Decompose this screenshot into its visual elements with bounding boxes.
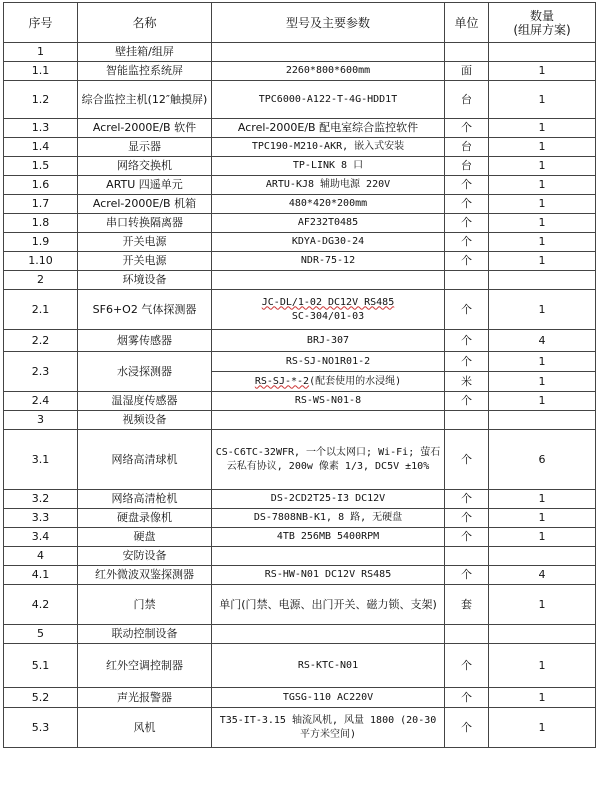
table-row (4, 708, 596, 748)
seq-cell: 4 (4, 547, 78, 566)
seq-cell: 4.1 (4, 566, 78, 585)
qty-cell: 1 (489, 81, 596, 119)
model-cell: 2260*800*600mm (212, 62, 445, 81)
unit-cell (445, 411, 489, 430)
header-row (4, 3, 596, 43)
qty-cell: 4 (489, 330, 596, 352)
unit-cell (445, 547, 489, 566)
qty-cell: 1 (489, 290, 596, 330)
table-row (4, 290, 596, 330)
unit-cell: 台 (445, 81, 489, 119)
seq-cell: 5 (4, 625, 78, 644)
qty-cell (489, 271, 596, 290)
model-cell: DS-2CD2T25-I3 DC12V (212, 490, 445, 509)
unit-cell: 个 (445, 430, 489, 490)
table-row (4, 119, 596, 138)
seq-cell: 2.2 (4, 330, 78, 352)
model-sq-text: RS-SJ-*-2 (254, 375, 310, 387)
unit-cell: 个 (445, 290, 489, 330)
seq-cell: 3.2 (4, 490, 78, 509)
unit-cell: 个 (445, 490, 489, 509)
header-name: 名称 (78, 3, 212, 43)
seq-cell: 1 (4, 43, 78, 62)
seq-cell: 3.3 (4, 509, 78, 528)
table-row (4, 392, 596, 411)
seq-cell: 1.7 (4, 195, 78, 214)
seq-cell: 2.1 (4, 290, 78, 330)
seq-cell: 1.2 (4, 81, 78, 119)
seq-cell: 3 (4, 411, 78, 430)
qty-cell: 1 (489, 509, 596, 528)
model-cell (212, 43, 445, 62)
seq-cell: 3.1 (4, 430, 78, 490)
name-cell: 红外微波双鉴探测器 (78, 566, 212, 585)
seq-cell: 1.4 (4, 138, 78, 157)
qty-cell: 1 (489, 585, 596, 625)
table-row (4, 566, 596, 585)
qty-cell: 1 (489, 708, 596, 748)
unit-cell: 个 (445, 688, 489, 708)
qty-cell: 1 (489, 688, 596, 708)
unit-cell: 个 (445, 528, 489, 547)
table-row (4, 330, 596, 352)
model-cell (212, 290, 445, 330)
model-cell: RS-SJ-NO1R01-2 (212, 352, 445, 372)
seq-cell: 3.4 (4, 528, 78, 547)
qty-cell (489, 625, 596, 644)
table-row (4, 625, 596, 644)
unit-cell: 个 (445, 119, 489, 138)
table-row (4, 62, 596, 81)
unit-cell: 个 (445, 176, 489, 195)
model-cell: Acrel-2000E/B 配电室综合监控软件 (212, 119, 445, 138)
header-qty-line2: (组屏方案) (513, 22, 571, 37)
header-qty (489, 3, 596, 43)
seq-cell: 2 (4, 271, 78, 290)
unit-cell: 面 (445, 62, 489, 81)
unit-cell: 个 (445, 352, 489, 372)
model-cell: TPC6000-A122-T-4G-HDD1T (212, 81, 445, 119)
unit-cell: 个 (445, 233, 489, 252)
model-line-1: JC-DL/1-02 DC12V RS485 (261, 296, 395, 308)
table-row (4, 585, 596, 625)
name-cell: 风机 (78, 708, 212, 748)
model-rest-text: (配套使用的水浸绳) (309, 375, 402, 387)
name-cell: 水浸探测器 (78, 352, 212, 392)
seq-cell: 1.9 (4, 233, 78, 252)
name-cell: ARTU 四遥单元 (78, 176, 212, 195)
seq-cell: 1.8 (4, 214, 78, 233)
qty-cell: 1 (489, 644, 596, 688)
table-row (4, 214, 596, 233)
qty-cell: 4 (489, 566, 596, 585)
table-row (4, 644, 596, 688)
qty-cell (489, 547, 596, 566)
model-cell: ARTU-KJ8 辅助电源 220V (212, 176, 445, 195)
name-cell: 网络高清球机 (78, 430, 212, 490)
qty-cell: 1 (489, 490, 596, 509)
name-cell: 智能监控系统屏 (78, 62, 212, 81)
header-model: 型号及主要参数 (212, 3, 445, 43)
qty-cell (489, 411, 596, 430)
table-row (4, 81, 596, 119)
name-cell: 安防设备 (78, 547, 212, 566)
name-cell: 开关电源 (78, 233, 212, 252)
qty-cell: 1 (489, 157, 596, 176)
name-cell: 壁挂箱/组屏 (78, 43, 212, 62)
model-cell: NDR-75-12 (212, 252, 445, 271)
unit-cell: 个 (445, 195, 489, 214)
seq-cell: 1.5 (4, 157, 78, 176)
header-unit: 单位 (445, 3, 489, 43)
model-cell: RS-HW-N01 DC12V RS485 (212, 566, 445, 585)
name-cell: 门禁 (78, 585, 212, 625)
table-row (4, 43, 596, 62)
model-cell: AF232T0485 (212, 214, 445, 233)
seq-cell: 5.3 (4, 708, 78, 748)
table-row (4, 138, 596, 157)
name-cell: 开关电源 (78, 252, 212, 271)
table-row (4, 252, 596, 271)
table-row (4, 490, 596, 509)
table-row (4, 547, 596, 566)
qty-cell: 1 (489, 233, 596, 252)
qty-cell: 6 (489, 430, 596, 490)
model-cell: CS-C6TC-32WFR, 一个以太网口; Wi-Fi; 萤石云私有协议, 200w 像素 1/3, DC5V ±10% (212, 430, 445, 490)
model-cell: KDYA-DG30-24 (212, 233, 445, 252)
seq-cell: 2.3 (4, 352, 78, 392)
qty-cell: 1 (489, 352, 596, 372)
model-cell: TPC190-M210-AKR, 嵌入式安装 (212, 138, 445, 157)
unit-cell: 个 (445, 566, 489, 585)
model-cell: DS-7808NB-K1, 8 路, 无硬盘 (212, 509, 445, 528)
unit-cell: 个 (445, 214, 489, 233)
model-cell: TP-LINK 8 口 (212, 157, 445, 176)
table-row (4, 157, 596, 176)
name-cell: SF6+O2 气体探测器 (78, 290, 212, 330)
seq-cell: 5.1 (4, 644, 78, 688)
seq-cell: 1.6 (4, 176, 78, 195)
model-cell (212, 547, 445, 566)
qty-cell: 1 (489, 252, 596, 271)
name-cell: Acrel-2000E/B 机箱 (78, 195, 212, 214)
qty-cell (489, 43, 596, 62)
table-row (4, 271, 596, 290)
qty-cell: 1 (489, 214, 596, 233)
model-cell: TGSG-110 AC220V (212, 688, 445, 708)
model-cell (212, 271, 445, 290)
name-cell: 网络高清枪机 (78, 490, 212, 509)
unit-cell: 个 (445, 708, 489, 748)
table-row (4, 509, 596, 528)
model-line-2: SC-304/01-03 (291, 310, 365, 322)
model-cell (212, 411, 445, 430)
qty-cell: 1 (489, 195, 596, 214)
name-cell: 温湿度传感器 (78, 392, 212, 411)
model-cell: T35-IT-3.15 轴流风机, 风量 1800 (20-30 平方米空间) (212, 708, 445, 748)
seq-cell: 4.2 (4, 585, 78, 625)
seq-cell: 2.4 (4, 392, 78, 411)
unit-cell: 个 (445, 392, 489, 411)
unit-cell (445, 625, 489, 644)
unit-cell (445, 271, 489, 290)
header-seq: 序号 (4, 3, 78, 43)
unit-cell: 个 (445, 644, 489, 688)
equipment-table (3, 2, 596, 748)
table-row (4, 195, 596, 214)
name-cell: 硬盘 (78, 528, 212, 547)
model-cell: BRJ-307 (212, 330, 445, 352)
model-cell: 单门(门禁、电源、出门开关、磁力锁、支架) (212, 585, 445, 625)
unit-cell: 个 (445, 330, 489, 352)
model-cell: RS-WS-N01-8 (212, 392, 445, 411)
qty-cell: 1 (489, 176, 596, 195)
name-cell: 串口转换隔离器 (78, 214, 212, 233)
qty-cell: 1 (489, 392, 596, 411)
name-cell: 视频设备 (78, 411, 212, 430)
qty-cell: 1 (489, 372, 596, 392)
header-qty-line1: 数量 (529, 8, 554, 23)
table-row (4, 176, 596, 195)
table-row (4, 430, 596, 490)
seq-cell: 1.3 (4, 119, 78, 138)
table-row (4, 528, 596, 547)
model-cell (212, 625, 445, 644)
qty-cell: 1 (489, 62, 596, 81)
unit-cell: 台 (445, 138, 489, 157)
name-cell: 环境设备 (78, 271, 212, 290)
seq-cell: 5.2 (4, 688, 78, 708)
table-row (4, 233, 596, 252)
unit-cell (445, 43, 489, 62)
unit-cell: 台 (445, 157, 489, 176)
name-cell: 硬盘录像机 (78, 509, 212, 528)
name-cell: 红外空调控制器 (78, 644, 212, 688)
unit-cell: 套 (445, 585, 489, 625)
name-cell: 声光报警器 (78, 688, 212, 708)
seq-cell: 1.1 (4, 62, 78, 81)
unit-cell: 米 (445, 372, 489, 392)
qty-cell: 1 (489, 119, 596, 138)
model-cell: 4TB 256MB 5400RPM (212, 528, 445, 547)
name-cell: 网络交换机 (78, 157, 212, 176)
name-cell: Acrel-2000E/B 软件 (78, 119, 212, 138)
model-cell: RS-KTC-N01 (212, 644, 445, 688)
name-cell: 联动控制设备 (78, 625, 212, 644)
unit-cell: 个 (445, 509, 489, 528)
unit-cell: 个 (445, 252, 489, 271)
table-row (4, 352, 596, 372)
seq-cell: 1.10 (4, 252, 78, 271)
name-cell: 显示器 (78, 138, 212, 157)
name-cell: 综合监控主机(12″触摸屏) (78, 81, 212, 119)
qty-cell: 1 (489, 528, 596, 547)
model-cell: 480*420*200mm (212, 195, 445, 214)
model-cell (212, 372, 445, 392)
table-row (4, 688, 596, 708)
table-row (4, 411, 596, 430)
qty-cell: 1 (489, 138, 596, 157)
name-cell: 烟雾传感器 (78, 330, 212, 352)
